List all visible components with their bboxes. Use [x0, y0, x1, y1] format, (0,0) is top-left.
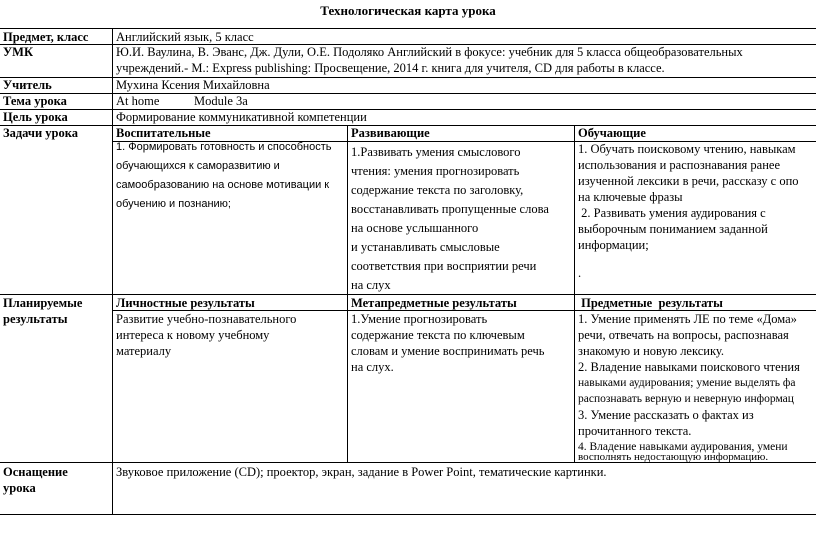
tasks-teaching-line: на ключевые фразы: [578, 190, 683, 204]
tasks-developing-line: 1.Развивать умения смыслового: [351, 145, 521, 159]
results-metasubject-line: на слух.: [351, 360, 394, 374]
tasks-teaching-line: выборочным пониманием заданной: [578, 222, 768, 236]
umk-line: Ю.И. Ваулина, В. Эванс, Дж. Дули, О.Е. Подоляко Английский в фокусе: учебник для 5 класса общеобразовательных: [116, 45, 743, 59]
topic-value: At home: [116, 94, 160, 108]
goal-label: Цель урока: [3, 110, 68, 124]
subject-label: Предмет, класс: [3, 30, 89, 44]
results-subject-line: восполнять недостающую информацию.: [578, 451, 769, 463]
teacher-label: Учитель: [3, 78, 52, 92]
results-subject-line: 3. Умение рассказать о фактах из: [578, 408, 754, 422]
tasks-upbringing-line: обучению и познанию;: [116, 198, 231, 210]
topic-label: Тема урока: [3, 94, 67, 108]
results-personal-line: Развитие учебно-познавательного: [116, 312, 297, 326]
tasks-label: Задачи урока: [3, 126, 79, 140]
tasks-header-teaching: Обучающие: [578, 126, 646, 140]
results-metasubject-line: словам и умение воспринимать речь: [351, 344, 545, 358]
tasks-developing-line: восстанавливать пропущенные слова: [351, 202, 549, 216]
topic-module: Module 3a: [194, 94, 248, 108]
tasks-developing-line: и устанавливать смысловые: [351, 240, 500, 254]
results-personal-line: интереса к новому учебному: [116, 328, 270, 342]
results-metasubject-line: содержание текста по ключевым: [351, 328, 525, 342]
results-label: Планируемые: [3, 296, 83, 310]
results-header-personal: Личностные результаты: [116, 296, 255, 310]
tasks-upbringing-line: обучающихся к саморазвитию и: [116, 160, 280, 172]
results-subject-line: 1. Умение применять ЛЕ по теме «Дома»: [578, 312, 797, 326]
table-border-bottom: [0, 514, 816, 515]
results-subject-line: речи, отвечать на вопросы, распознавая: [578, 328, 789, 342]
tasks-teaching-line: информации;: [578, 238, 649, 252]
teacher-value: Мухина Ксения Михайловна: [116, 78, 270, 92]
results-header-subject: Предметные результаты: [578, 296, 723, 310]
tasks-teaching-line: 1. Обучать поисковому чтению, навыкам: [578, 142, 796, 156]
tasks-teaching-line: .: [578, 266, 582, 280]
tasks-teaching-line: изученной лексики в речи, рассказу с опо: [578, 174, 799, 188]
page-title: Технологическая карта урока: [320, 3, 496, 18]
tasks-developing-line: на основе услышанного: [351, 221, 479, 235]
equipment-value: Звуковое приложение (CD); проектор, экран, задание в Power Point, тематические картинки.: [116, 465, 607, 479]
tasks-developing-line: содержание текста по заголовку,: [351, 183, 524, 197]
results-subject-line: 2. Владение навыками поискового чтения: [578, 360, 800, 374]
results-subject-line: распознавать верную и неверную информац: [578, 393, 794, 405]
goal-value: Формирование коммуникативной компетенции: [116, 110, 367, 124]
umk-label: УМК: [3, 45, 34, 59]
tasks-developing-line: на слух: [351, 278, 391, 292]
tasks-developing-line: соответствия при восприятии речи: [351, 259, 537, 273]
tasks-upbringing-line: 1. Формировать готовность и способность: [116, 141, 332, 153]
tasks-teaching-line: 2. Развивать умения аудирования с: [578, 206, 766, 220]
subject-value: Английский язык, 5 класс: [116, 30, 254, 44]
equipment-label: Оснащение: [3, 465, 68, 479]
results-subject-line: навыками аудирования; умение выделять фа: [578, 377, 796, 389]
umk-line: учреждений.- М.: Express publishing: Просвещение, 2014 г. книга для учителя, CD для работы в классе.: [116, 61, 665, 75]
results-label: результаты: [3, 312, 68, 326]
results-metasubject-line: 1.Умение прогнозировать: [351, 312, 488, 326]
tasks-upbringing-line: самообразованию на основе мотивации к: [116, 179, 330, 191]
results-personal-line: материалу: [116, 344, 172, 358]
tasks-header-upbringing: Воспитательные: [116, 126, 211, 140]
results-subject-line: 4. Владение навыками аудирования, умени: [578, 441, 788, 453]
tasks-header-developing: Развивающие: [351, 126, 430, 140]
equipment-label: урока: [3, 481, 36, 495]
results-subject-line: прочитанного текста.: [578, 424, 692, 438]
tasks-teaching-line: использования и распознавания ранее: [578, 158, 781, 172]
results-subject-line: знакомую и новую лексику.: [578, 344, 724, 358]
results-header-metasubject: Метапредметные результаты: [351, 296, 517, 310]
tasks-developing-line: чтения: умения прогнозировать: [351, 164, 520, 178]
